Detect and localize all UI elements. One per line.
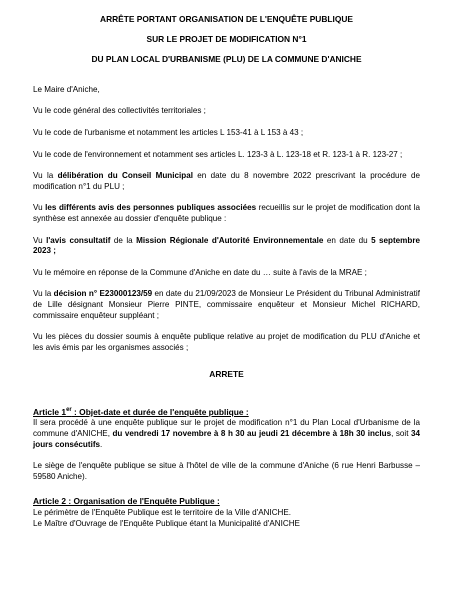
text-run: en date du 8 novembre 2022 prescrivant la procédure de modification n°1 du PLU ; xyxy=(33,171,420,191)
text-run: , soit xyxy=(391,429,411,439)
vu-paragraph-2: Vu le code de l'urbanisme et notamment les articles L 153-41 à L 153 à 43 ; xyxy=(33,127,304,137)
vu-paragraph-4 xyxy=(33,171,420,192)
text-run: en date du xyxy=(323,235,372,245)
text-run: Vu la xyxy=(33,171,58,181)
bold-text-run: 34 jours consécutifs xyxy=(33,429,421,449)
superscript: er xyxy=(66,407,72,414)
text-run: . xyxy=(100,439,103,449)
text-run: recueillis sur le projet de modification dont la synthèse est annexée au dossier d'enquête publique : xyxy=(33,203,420,223)
bold-text-run: du vendredi 17 novembre à 8 h 30 au jeudi 21 décembre à 18h 30 inclus xyxy=(112,429,392,439)
article-2-paragraph-1: Le périmètre de l'Enquête Publique est le territoire de la Ville d'ANICHE. xyxy=(33,508,292,518)
document-title-line3: DU PLAN LOCAL D'URBANISME (PLU) DE LA COMMUNE D'ANICHE xyxy=(91,54,362,65)
text-run: Vu la xyxy=(33,289,54,299)
vu-paragraph-6 xyxy=(33,236,420,257)
article-1-paragraph-2: Le siège de l'enquête publique se situe à l'hôtel de ville de la commune d'Aniche (6 rue Henri Barbusse – 59580 Aniche). xyxy=(33,461,420,481)
document-title-line2: SUR LE PROJET DE MODIFICATION N°1 xyxy=(146,33,307,44)
bold-text-run: Mission Régionale d'Autorité Environnementale xyxy=(136,235,324,245)
text-run: : Objet-date et durée de l'enquête publique : xyxy=(71,406,249,417)
text-run: de la xyxy=(110,235,137,245)
text-run: en date du 21/09/2023 de Monsieur Le Président du Tribunal Administratif de Lille désignant Monsieur Pierre PINTE, commissaire enquêteur et Monsieur Michel RICHARD, commissaire enquêteur suppléant ; xyxy=(33,289,420,320)
arrete-heading: ARRETE xyxy=(209,369,244,380)
bold-text-run: 5 septembre 2023 ; xyxy=(33,235,420,256)
text-run: Il sera procédé à une enquête publique sur le projet de modification n°1 du Plan Local d'Urbanisme de la commune d'ANICHE, xyxy=(33,418,420,439)
bold-text-run: délibération du Conseil Municipal xyxy=(57,171,193,181)
article-1-paragraph-1 xyxy=(33,418,420,450)
vu-paragraph-7: Vu le mémoire en réponse de la Commune d'Aniche en date du … suite à l'avis de la MRAE ; xyxy=(33,267,367,277)
maire-line: Le Maire d'Aniche, xyxy=(33,84,100,94)
bold-text-run: décision n° E23000123/59 xyxy=(53,289,153,299)
article-2-paragraph-2: Le Maître d'Ouvrage de l'Enquête Publique étant la Municipalité d'ANICHE xyxy=(33,518,300,528)
vu-paragraph-3: Vu le code de l'environnement et notamment ses articles L. 123-3 à L. 123-18 et R. 123-1 à R. 123-27 ; xyxy=(33,149,403,159)
vu-paragraph-9: Vu les pièces du dossier soumis à enquête publique relative au projet de modification du PLU d'Aniche et les avis émis par les organismes associés ; xyxy=(33,332,420,352)
text-run: Vu xyxy=(33,203,46,213)
text-run: Vu xyxy=(33,235,47,245)
document-title-line1: ARRÊTE PORTANT ORGANISATION DE L'ENQUÊTE PUBLIQUE xyxy=(100,14,353,24)
bold-text-run: les différents avis des personnes publiques associées xyxy=(45,203,257,213)
bold-text-run: l'avis consultatif xyxy=(46,235,111,245)
article-2-heading: Article 2 : Organisation de l'Enquête Publique : xyxy=(33,496,220,507)
vu-paragraph-8 xyxy=(33,289,420,321)
article-1-heading xyxy=(33,407,420,418)
text-run: Article 1 xyxy=(33,406,67,417)
vu-paragraph-5 xyxy=(33,203,420,224)
vu-paragraph-1: Vu le code général des collectivités territoriales ; xyxy=(33,106,206,116)
